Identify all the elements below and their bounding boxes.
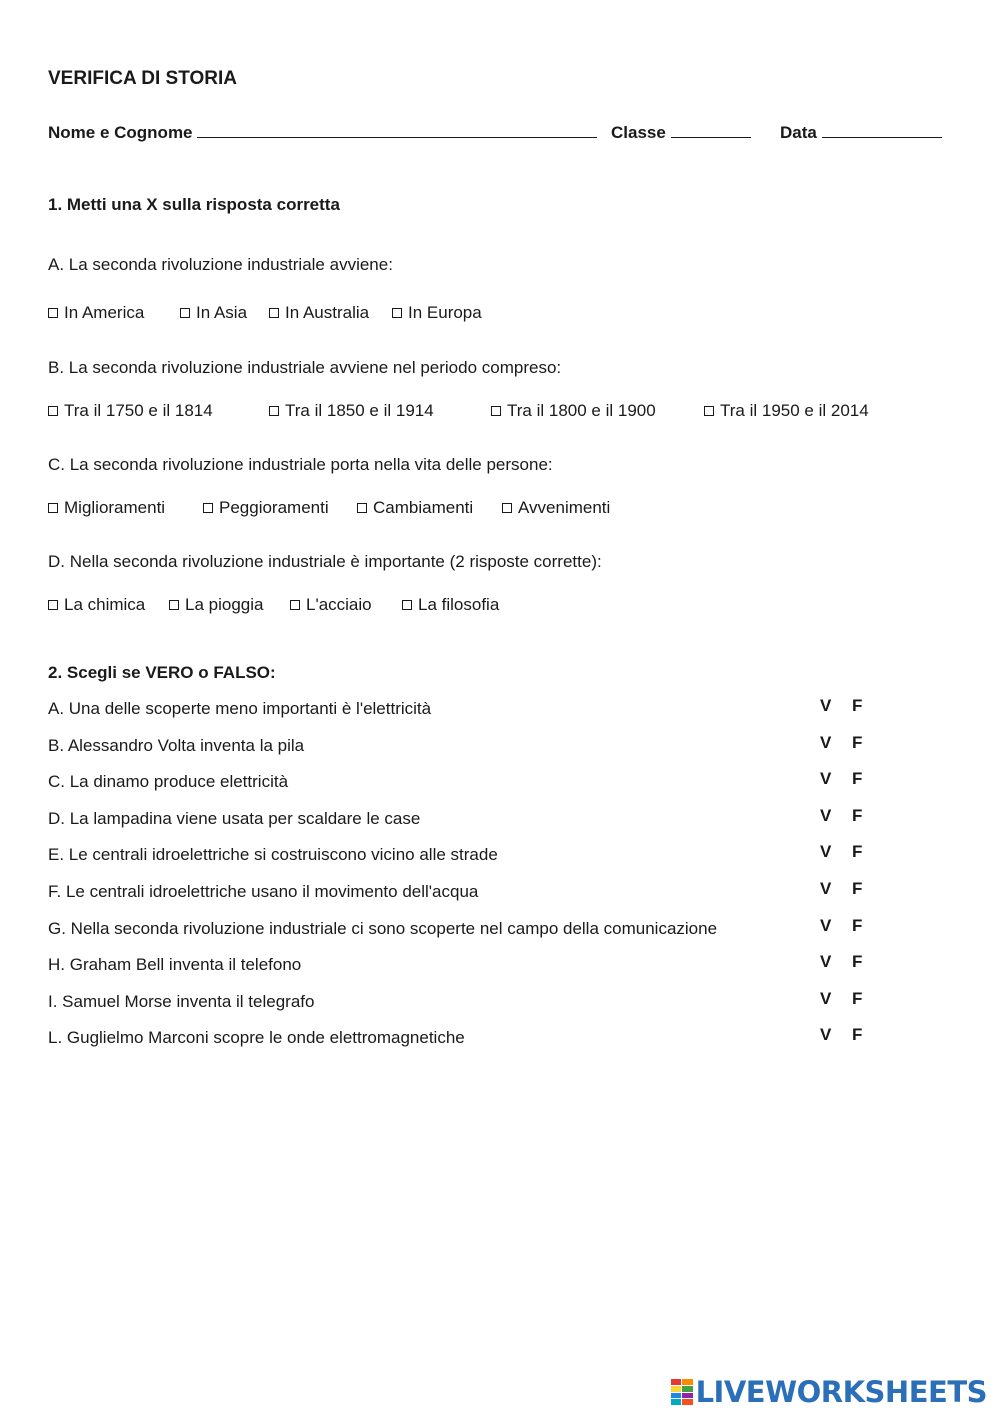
statement-text: G. Nella seconda rivoluzione industriale ci sono scoperte nel campo della comunicazione [48, 919, 718, 938]
option-checkbox[interactable]: Tra il 1950 e il 2014 [704, 401, 869, 421]
statement-text: I. Samuel Morse inventa il telegrafo [48, 992, 315, 1011]
name-label: Nome e Cognome [48, 123, 193, 142]
false-option[interactable]: F [852, 879, 863, 898]
option-checkbox[interactable]: Miglioramenti [48, 498, 165, 518]
option-checkbox[interactable]: La filosofia [402, 595, 499, 615]
class-input-line[interactable] [671, 121, 751, 138]
false-option[interactable]: F [852, 842, 863, 861]
checkbox-icon[interactable] [502, 503, 512, 513]
name-input-line[interactable] [197, 121, 597, 138]
section1-heading: 1. Metti una X sulla risposta corretta [48, 195, 340, 214]
statement-text: B. Alessandro Volta inventa la pila [48, 736, 305, 755]
false-option[interactable]: F [852, 916, 863, 935]
checkbox-icon[interactable] [290, 600, 300, 610]
true-option[interactable]: V [820, 952, 832, 971]
checkbox-icon[interactable] [48, 406, 58, 416]
logo-tile [671, 1399, 682, 1405]
date-input-line[interactable] [822, 121, 942, 138]
statement-text: D. La lampadina viene usata per scaldare le case [48, 809, 421, 828]
logo-tile [682, 1399, 693, 1405]
option-checkbox[interactable]: In Europa [392, 303, 482, 323]
checkbox-icon[interactable] [180, 308, 190, 318]
logo-tile [671, 1393, 682, 1399]
logo-tile [682, 1393, 693, 1399]
statement-text: H. Graham Bell inventa il telefono [48, 955, 302, 974]
checkbox-icon[interactable] [269, 406, 279, 416]
true-option[interactable]: V [820, 806, 832, 825]
false-option[interactable]: F [852, 696, 863, 715]
statement-text: E. Le centrali idroelettriche si costruiscono vicino alle strade [48, 845, 498, 864]
false-option[interactable]: F [852, 1025, 863, 1044]
option-checkbox[interactable]: In Asia [180, 303, 247, 323]
option-checkbox[interactable]: In America [48, 303, 144, 323]
option-checkbox[interactable]: La pioggia [169, 595, 263, 615]
checkbox-icon[interactable] [48, 308, 58, 318]
question-b: B. La seconda rivoluzione industriale avviene nel periodo compreso: [48, 358, 562, 377]
option-checkbox[interactable]: In Australia [269, 303, 369, 323]
date-label: Data [780, 123, 817, 142]
statement-text: A. Una delle scoperte meno importanti è l'elettricità [48, 699, 432, 718]
checkbox-icon[interactable] [48, 600, 58, 610]
question-d: D. Nella seconda rivoluzione industriale è importante (2 risposte corrette): [48, 552, 602, 571]
true-option[interactable]: V [820, 1025, 832, 1044]
logo-text: LIVEWORKSHEETS [695, 1375, 987, 1409]
checkbox-icon[interactable] [357, 503, 367, 513]
logo-tile [682, 1386, 693, 1392]
false-option[interactable]: F [852, 769, 863, 788]
class-field [611, 121, 751, 143]
logo-tile [671, 1386, 682, 1392]
false-option[interactable]: F [852, 952, 863, 971]
date-field [780, 121, 942, 143]
option-checkbox[interactable]: Avvenimenti [502, 498, 610, 518]
false-option[interactable]: F [852, 733, 863, 752]
question-a: A. La seconda rivoluzione industriale avviene: [48, 255, 393, 274]
name-field [48, 121, 597, 143]
checkbox-icon[interactable] [491, 406, 501, 416]
option-checkbox[interactable]: L'acciaio [290, 595, 372, 615]
option-checkbox[interactable]: Tra il 1850 e il 1914 [269, 401, 434, 421]
statement-text: F. Le centrali idroelettriche usano il movimento dell'acqua [48, 882, 479, 901]
statement-text: C. La dinamo produce elettricità [48, 772, 289, 791]
liveworksheets-logo [671, 1377, 987, 1407]
checkbox-icon[interactable] [704, 406, 714, 416]
true-option[interactable]: V [820, 989, 832, 1008]
true-option[interactable]: V [820, 842, 832, 861]
logo-tile [682, 1379, 693, 1385]
true-option[interactable]: V [820, 733, 832, 752]
page-title: VERIFICA DI STORIA [48, 68, 237, 89]
false-option[interactable]: F [852, 806, 863, 825]
checkbox-icon[interactable] [269, 308, 279, 318]
option-checkbox[interactable]: Peggioramenti [203, 498, 329, 518]
option-checkbox[interactable]: Tra il 1750 e il 1814 [48, 401, 213, 421]
option-checkbox[interactable]: La chimica [48, 595, 145, 615]
true-option[interactable]: V [820, 916, 832, 935]
true-option[interactable]: V [820, 769, 832, 788]
option-checkbox[interactable]: Cambiamenti [357, 498, 473, 518]
liveworksheets-logo-icon [671, 1379, 693, 1405]
class-label: Classe [611, 123, 666, 142]
question-c: C. La seconda rivoluzione industriale porta nella vita delle persone: [48, 455, 553, 474]
checkbox-icon[interactable] [169, 600, 179, 610]
checkbox-icon[interactable] [203, 503, 213, 513]
checkbox-icon[interactable] [402, 600, 412, 610]
section2-heading: 2. Scegli se VERO o FALSO: [48, 663, 276, 682]
false-option[interactable]: F [852, 989, 863, 1008]
statement-text: L. Guglielmo Marconi scopre le onde elettromagnetiche [48, 1028, 465, 1047]
true-option[interactable]: V [820, 696, 832, 715]
checkbox-icon[interactable] [48, 503, 58, 513]
option-checkbox[interactable]: Tra il 1800 e il 1900 [491, 401, 656, 421]
logo-tile [671, 1379, 682, 1385]
checkbox-icon[interactable] [392, 308, 402, 318]
true-option[interactable]: V [820, 879, 832, 898]
